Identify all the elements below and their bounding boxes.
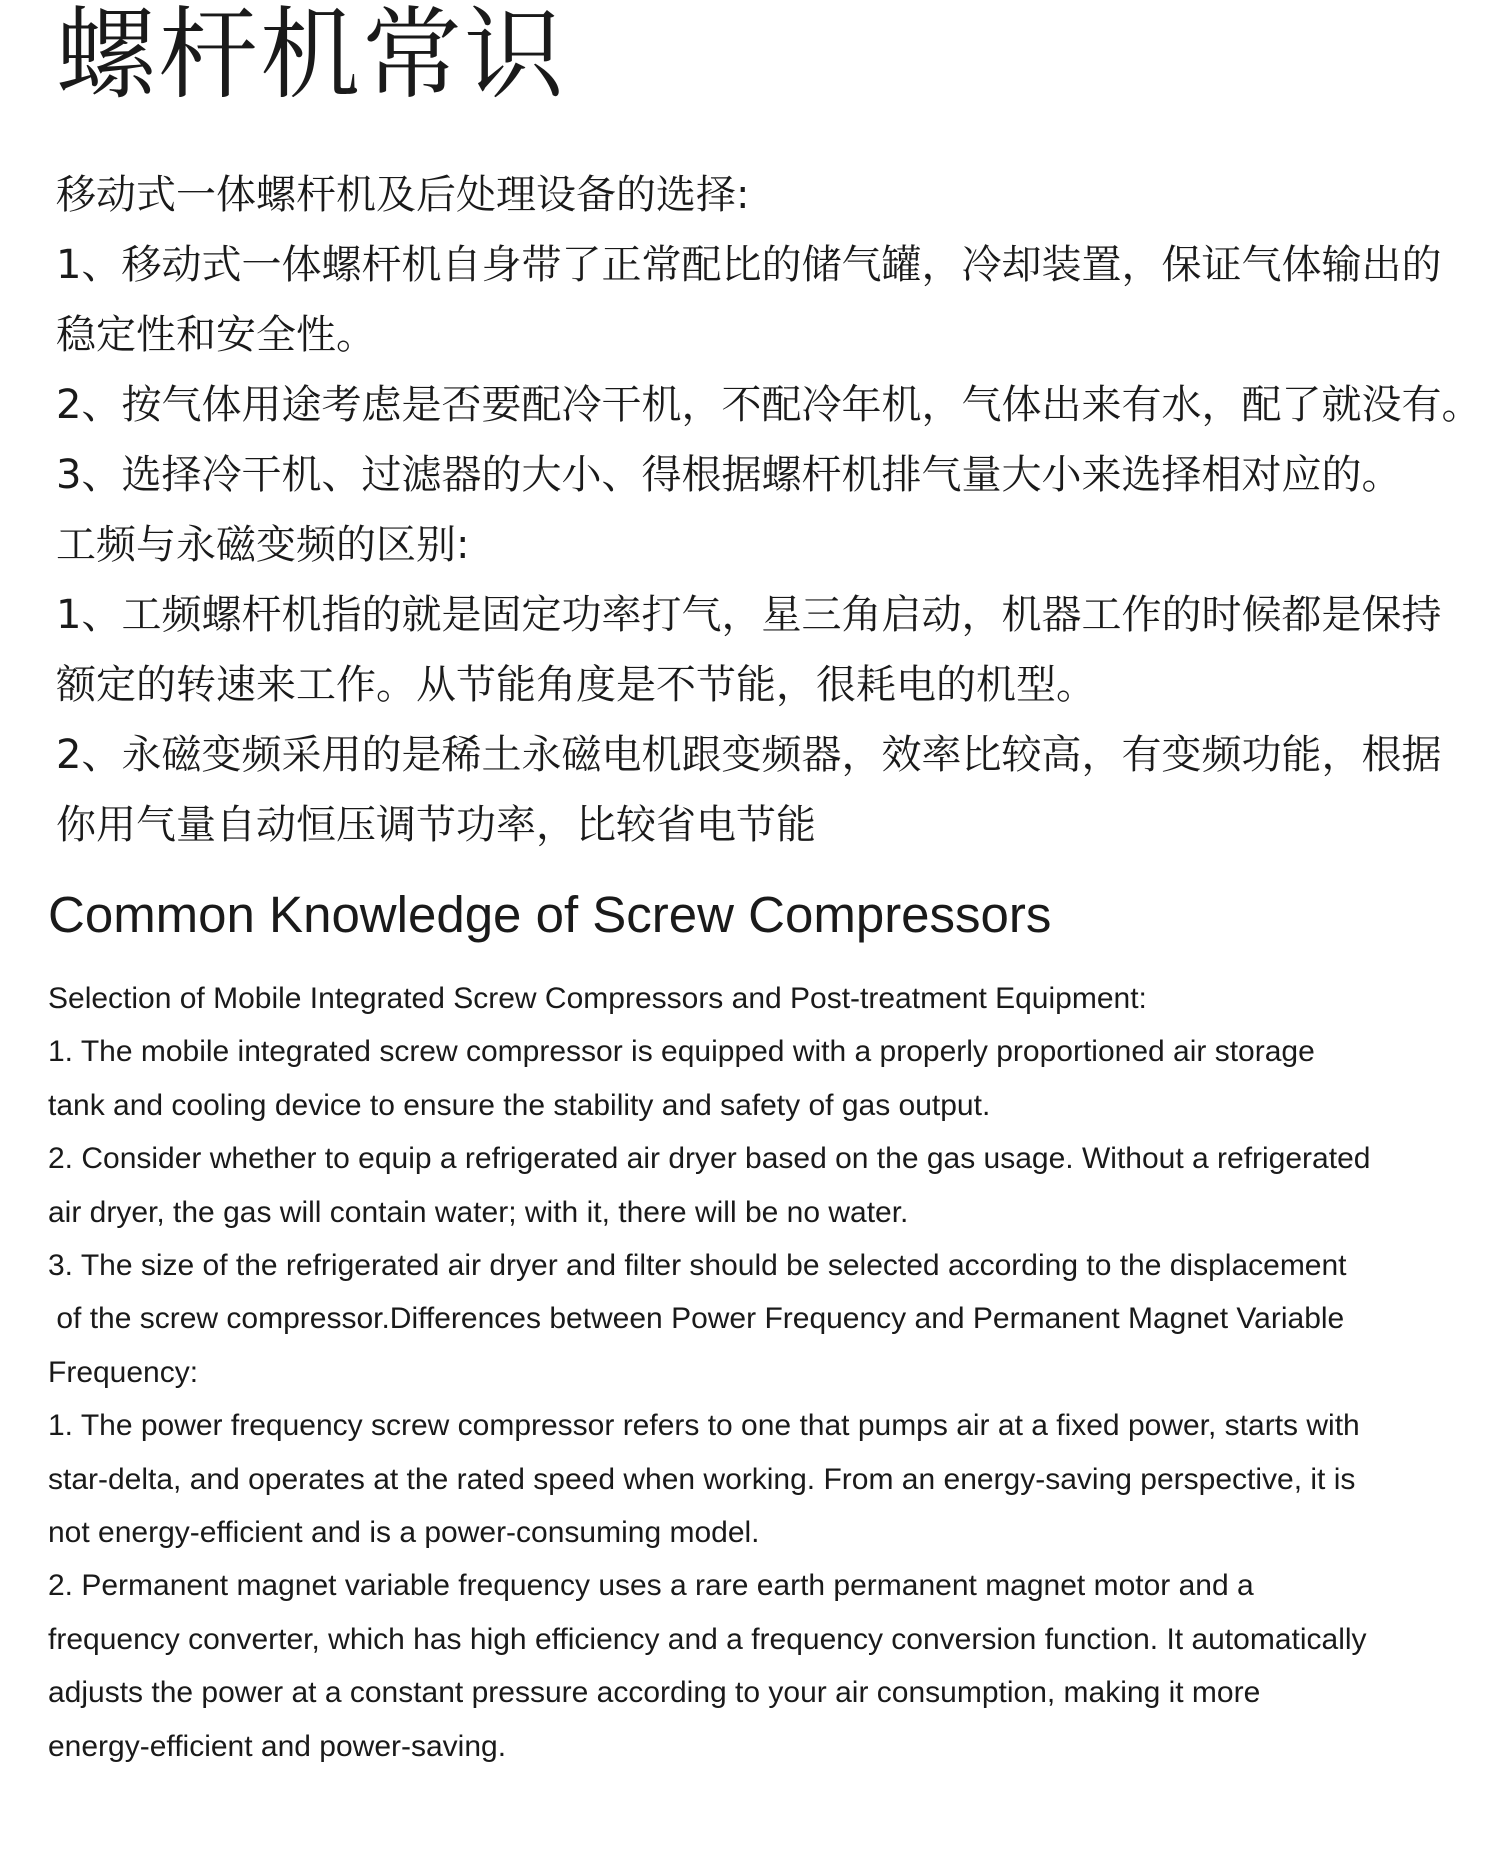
en-line-7: Frequency: [48,1355,199,1389]
en-line-3: 2. Consider whether to equip a refrigerated air dryer based on the gas usage. Without a refrigerated [48,1142,1371,1176]
en-line-4: air dryer, the gas will contain water; with it, there will be no water. [48,1195,909,1229]
en-line-2: tank and cooling device to ensure the stability and safety of gas output. [48,1088,991,1122]
zh-line-1: 1、移动式一体螺杆机自身带了正常配比的储气罐，冷却装置，保证气体输出的 [56,242,1442,288]
zh-line-6: 1、工频螺杆机指的就是固定功率打气，星三角启动，机器工作的时候都是保持 [56,592,1442,638]
zh-line-9: 你用气量自动恒压调节功率，比较省电节能 [56,802,816,848]
zh-line-8: 2、永磁变频采用的是稀土永磁电机跟变频器，效率比较高，有变频功能，根据 [56,732,1442,778]
english-title: Common Knowledge of Screw Compressors [48,886,1052,943]
english-body [48,972,1468,1773]
en-line-12: frequency converter, which has high efficiency and a frequency conversion function. It automatically [48,1622,1367,1656]
zh-line-3: 2、按气体用途考虑是否要配冷干机，不配冷年机，气体出来有水，配了就没有。 [56,382,1482,428]
zh-line-4: 3、选择冷干机、过滤器的大小、得根据螺杆机排气量大小来选择相对应的。 [56,452,1402,498]
en-line-8: 1. The power frequency screw compressor refers to one that pumps air at a fixed power, starts with [48,1409,1360,1443]
zh-line-difference-heading: 工频与永磁变频的区别: [56,522,470,568]
en-line-6: of the screw compressor.Differences between Power Frequency and Permanent Magnet Variable [48,1302,1345,1336]
en-line-5: 3. The size of the refrigerated air dryer and filter should be selected according to the displacement [48,1249,1347,1283]
en-line-11: 2. Permanent magnet variable frequency uses a rare earth permanent magnet motor and a [48,1569,1254,1603]
en-line-1: 1. The mobile integrated screw compressor is equipped with a properly proportioned air storage [48,1035,1315,1069]
en-line-selection-heading: Selection of Mobile Integrated Screw Compressors and Post-treatment Equipment: [48,982,1147,1015]
zh-line-2: 稳定性和安全性。 [56,312,376,358]
chinese-title: 螺杆机常识 [56,0,566,113]
en-line-13: adjusts the power at a constant pressure according to your air consumption, making it more [48,1676,1261,1710]
en-line-9: star-delta, and operates at the rated speed when working. From an energy-saving perspective, it is [48,1462,1356,1496]
en-line-10: not energy-efficient and is a power-consuming model. [48,1516,760,1550]
en-line-14: energy-efficient and power-saving. [48,1729,507,1763]
zh-line-selection-heading: 移动式一体螺杆机及后处理设备的选择: [56,172,750,218]
chinese-body [56,160,1482,860]
zh-line-7: 额定的转速来工作。从节能角度是不节能，很耗电的机型。 [56,662,1096,708]
